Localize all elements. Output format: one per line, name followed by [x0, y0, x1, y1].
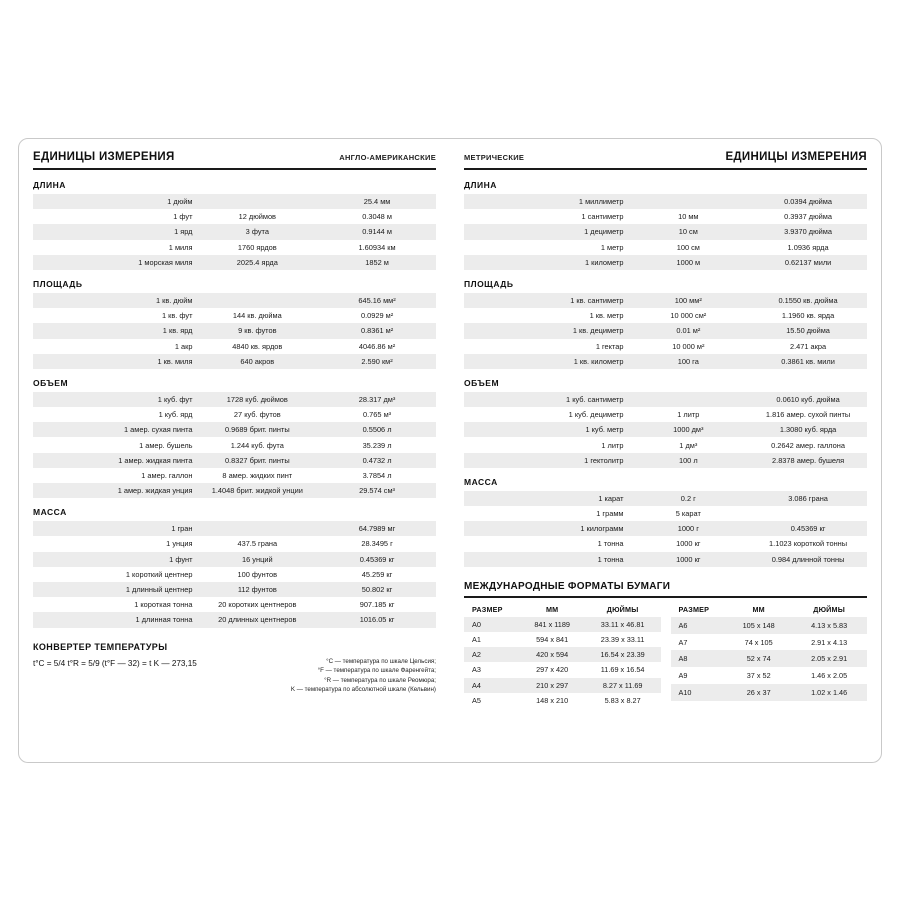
cell-metric: 64.7989 мг: [318, 521, 436, 536]
cell-imperial: 0.0610 куб. дюйма: [749, 392, 867, 407]
table-row: [33, 255, 436, 270]
table-row: [33, 240, 436, 255]
paper-table-a0-a5: [464, 602, 661, 708]
cell-equiv: [196, 194, 318, 209]
table-row: [464, 693, 661, 708]
cell-imperial: 0.0394 дюйма: [749, 194, 867, 209]
cell-metric: 1852 м: [318, 255, 436, 270]
table-row: [671, 634, 868, 651]
table-row: [671, 650, 868, 667]
cell-equiv: 1000 дм³: [627, 422, 749, 437]
section-title-length-right: ДЛИНА: [464, 180, 497, 190]
right-header-subtitle: МЕТРИЧЕСКИЕ: [464, 153, 525, 162]
cell-equiv: 20 коротких центнеров: [196, 597, 318, 612]
cell-inches: 2.91 x 4.13: [791, 634, 867, 651]
table-row: [464, 647, 661, 662]
temperature-converter-title: КОНВЕРТЕР ТЕМПЕРАТУРЫ: [33, 641, 168, 652]
cell-unit: 1 тонна: [464, 536, 627, 551]
table-row: [464, 422, 867, 437]
cell-equiv: 640 акров: [196, 354, 318, 369]
cell-unit: 1 морская миля: [33, 255, 196, 270]
section-title-mass-left: МАССА: [33, 507, 67, 518]
cell-unit: 1 кв. миля: [33, 354, 196, 369]
reference-card: [18, 138, 882, 763]
cell-unit: 1 кв. ярд: [33, 323, 196, 338]
cell-unit: 1 короткий центнер: [33, 567, 196, 582]
cell-equiv: 0.9689 брит. пинты: [196, 422, 318, 437]
cell-imperial: 1.3080 куб. ярда: [749, 422, 867, 437]
table-length-left: [33, 194, 436, 270]
table-row: [464, 255, 867, 270]
cell-imperial: [749, 506, 867, 521]
cell-unit: 1 куб. сантиметр: [464, 392, 627, 407]
cell-equiv: 5 карат: [627, 506, 749, 521]
table-row: [33, 468, 436, 483]
cell-unit: 1 акр: [33, 339, 196, 354]
cell-unit: 1 куб. метр: [464, 422, 627, 437]
cell-unit: 1 длинный центнер: [33, 582, 196, 597]
right-column-header: [464, 151, 867, 170]
table-row: [464, 308, 867, 323]
cell-equiv: 1.244 куб. фута: [196, 437, 318, 452]
cell-size: A8: [671, 650, 727, 667]
table-row: [33, 209, 436, 224]
cell-unit: 1 фут: [33, 209, 196, 224]
table-mass-right: [464, 491, 867, 567]
cell-unit: 1 кв. метр: [464, 308, 627, 323]
cell-unit: 1 куб. фут: [33, 392, 196, 407]
cell-equiv: 1760 ярдов: [196, 240, 318, 255]
cell-size: A2: [464, 647, 520, 662]
table-row: [464, 194, 867, 209]
column-anglo-american: [19, 139, 450, 762]
cell-unit: 1 гектар: [464, 339, 627, 354]
cell-metric: 25.4 мм: [318, 194, 436, 209]
paper-table-a6-a10: [671, 602, 868, 708]
table-row: [671, 684, 868, 701]
cell-imperial: 2.471 акра: [749, 339, 867, 354]
cell-equiv: 10 000 см²: [627, 308, 749, 323]
cell-metric: 0.8361 м²: [318, 323, 436, 338]
cell-metric: 1.60934 км: [318, 240, 436, 255]
section-title-volume-right: ОБЪЕМ: [464, 377, 500, 388]
table-row: [464, 536, 867, 551]
cell-metric: 3.7854 л: [318, 468, 436, 483]
table-row: [33, 483, 436, 498]
cell-inches: 11.69 x 16.54: [585, 662, 661, 677]
cell-unit: 1 унция: [33, 536, 196, 551]
cell-unit: 1 тонна: [464, 552, 627, 567]
temperature-converter: [33, 657, 436, 695]
section-title-volume-left: ОБЪЕМ: [33, 377, 69, 388]
cell-inches: 2.05 x 2.91: [791, 650, 867, 667]
cell-metric: 907.185 кг: [318, 597, 436, 612]
cell-imperial: 0.3861 кв. мили: [749, 354, 867, 369]
cell-mm: 148 x 210: [520, 693, 585, 708]
table-row: [464, 323, 867, 338]
cell-mm: 26 x 37: [726, 684, 791, 701]
table-row: [33, 437, 436, 452]
cell-inches: 23.39 x 33.11: [585, 632, 661, 647]
cell-unit: 1 кв. фут: [33, 308, 196, 323]
cell-unit: 1 кв. сантиметр: [464, 293, 627, 308]
cell-metric: 29.574 см³: [318, 483, 436, 498]
cell-size: A9: [671, 667, 727, 684]
table-row: [464, 678, 661, 693]
table-row: [33, 293, 436, 308]
table-row: [464, 407, 867, 422]
paper-formats-title: МЕЖДУНАРОДНЫЕ ФОРМАТЫ БУМАГИ: [464, 581, 867, 598]
cell-equiv: 1728 куб. дюймов: [196, 392, 318, 407]
cell-unit: 1 амер. галлон: [33, 468, 196, 483]
cell-equiv: 1000 м: [627, 255, 749, 270]
cell-size: A4: [464, 678, 520, 693]
cell-equiv: 0.2 г: [627, 491, 749, 506]
cell-equiv: 112 фунтов: [196, 582, 318, 597]
table-row: [33, 308, 436, 323]
cell-size: [671, 701, 727, 708]
cell-inches: 16.54 x 23.39: [585, 647, 661, 662]
cell-equiv: 1 литр: [627, 407, 749, 422]
note-celsius: °С — температура по шкале Цельсия;: [326, 657, 436, 665]
cell-imperial: 1.816 амер. сухой пинты: [749, 407, 867, 422]
cell-imperial: 0.2642 амер. галлона: [749, 437, 867, 452]
cell-equiv: 100 см: [627, 240, 749, 255]
section-title-area-right: ПЛОЩАДЬ: [464, 278, 514, 289]
cell-metric: 0.3048 м: [318, 209, 436, 224]
cell-equiv: 1 дм³: [627, 437, 749, 452]
header-mm: ММ: [726, 602, 791, 617]
cell-size: A6: [671, 617, 727, 634]
table-row: [464, 209, 867, 224]
table-row: [33, 392, 436, 407]
cell-equiv: 0.8327 брит. пинты: [196, 453, 318, 468]
table-row: [464, 491, 867, 506]
paper-formats-tables: [464, 602, 867, 708]
cell-equiv: 4840 кв. ярдов: [196, 339, 318, 354]
table-row: [464, 552, 867, 567]
cell-equiv: 10 см: [627, 224, 749, 239]
table-row: [33, 194, 436, 209]
cell-unit: 1 дюйм: [33, 194, 196, 209]
cell-mm: 841 x 1189: [520, 617, 585, 632]
cell-size: A1: [464, 632, 520, 647]
column-metric: [450, 139, 881, 762]
cell-metric: 2.590 км²: [318, 354, 436, 369]
cell-mm: 420 x 594: [520, 647, 585, 662]
cell-size: A5: [464, 693, 520, 708]
header-inches: ДЮЙМЫ: [791, 602, 867, 617]
cell-unit: 1 килограмм: [464, 521, 627, 536]
header-inches: ДЮЙМЫ: [585, 602, 661, 617]
cell-unit: 1 амер. жидкая пинта: [33, 453, 196, 468]
cell-equiv: 1.4048 брит. жидкой унции: [196, 483, 318, 498]
cell-equiv: 10 000 м²: [627, 339, 749, 354]
cell-size: A0: [464, 617, 520, 632]
cell-imperial: 1.1960 кв. ярда: [749, 308, 867, 323]
cell-inches: 1.46 x 2.05: [791, 667, 867, 684]
cell-size: A10: [671, 684, 727, 701]
cell-equiv: [627, 392, 749, 407]
note-kelvin: K — температура по абсолютной шкале (Кельвин): [290, 686, 436, 694]
cell-mm: 105 x 148: [726, 617, 791, 634]
cell-metric: 28.317 дм³: [318, 392, 436, 407]
cell-mm: 297 x 420: [520, 662, 585, 677]
table-row: [464, 339, 867, 354]
cell-size: A3: [464, 662, 520, 677]
table-row: [464, 617, 661, 632]
cell-unit: 1 карат: [464, 491, 627, 506]
table-area-right: [464, 293, 867, 369]
section-title-mass-right: МАССА: [464, 476, 498, 487]
cell-equiv: 100 га: [627, 354, 749, 369]
cell-unit: 1 сантиметр: [464, 209, 627, 224]
cell-imperial: 0.984 длинной тонны: [749, 552, 867, 567]
cell-metric: 28.3495 г: [318, 536, 436, 551]
cell-unit: 1 литр: [464, 437, 627, 452]
table-row: [464, 453, 867, 468]
left-header-title: ЕДИНИЦЫ ИЗМЕРЕНИЯ: [33, 151, 175, 163]
note-reaumur: °R — температура по шкале Реомюра;: [324, 676, 436, 684]
cell-metric: 4046.86 м²: [318, 339, 436, 354]
table-area-left: [33, 293, 436, 369]
cell-equiv: 1000 г: [627, 521, 749, 536]
table-row: [33, 453, 436, 468]
cell-imperial: 1.0936 ярда: [749, 240, 867, 255]
table-row: [464, 354, 867, 369]
cell-mm: [726, 701, 791, 708]
two-column-layout: [19, 139, 881, 762]
table-volume-left: [33, 392, 436, 498]
cell-inches: 4.13 x 5.83: [791, 617, 867, 634]
cell-equiv: 20 длинных центнеров: [196, 612, 318, 627]
table-row: [464, 224, 867, 239]
cell-equiv: 8 амер. жидких пинт: [196, 468, 318, 483]
note-fahrenheit: °F — температура по шкале Фаренгейта;: [317, 667, 436, 675]
table-row: [671, 667, 868, 684]
table-row: [33, 536, 436, 551]
cell-unit: 1 миля: [33, 240, 196, 255]
cell-mm: 210 x 297: [520, 678, 585, 693]
table-row: [33, 521, 436, 536]
cell-mm: 52 x 74: [726, 650, 791, 667]
table-row: [671, 701, 868, 708]
table-row: [33, 224, 436, 239]
cell-equiv: [627, 194, 749, 209]
cell-imperial: 3.9370 дюйма: [749, 224, 867, 239]
cell-unit: 1 ярд: [33, 224, 196, 239]
table-row: [464, 632, 661, 647]
table-row: [33, 582, 436, 597]
table-row: [33, 422, 436, 437]
cell-inches: 8.27 x 11.69: [585, 678, 661, 693]
table-row: [33, 323, 436, 338]
cell-equiv: 0.01 м²: [627, 323, 749, 338]
cell-equiv: 9 кв. футов: [196, 323, 318, 338]
table-row: [464, 521, 867, 536]
temperature-notes: [291, 657, 436, 695]
table-row: [33, 552, 436, 567]
cell-equiv: 10 мм: [627, 209, 749, 224]
cell-equiv: 437.5 грана: [196, 536, 318, 551]
cell-unit: 1 куб. ярд: [33, 407, 196, 422]
cell-metric: 45.259 кг: [318, 567, 436, 582]
table-row: [464, 662, 661, 677]
table-row: [464, 293, 867, 308]
cell-unit: 1 кв. километр: [464, 354, 627, 369]
left-header-subtitle: АНГЛО-АМЕРИКАНСКИЕ: [339, 153, 436, 162]
table-row: [33, 597, 436, 612]
cell-equiv: 2025.4 ярда: [196, 255, 318, 270]
cell-inches: 1.02 x 1.46: [791, 684, 867, 701]
cell-unit: 1 кв. дециметр: [464, 323, 627, 338]
cell-equiv: 27 куб. футов: [196, 407, 318, 422]
cell-metric: 0.5506 л: [318, 422, 436, 437]
cell-equiv: 144 кв. дюйма: [196, 308, 318, 323]
cell-imperial: 0.62137 мили: [749, 255, 867, 270]
table-row: [464, 392, 867, 407]
table-header-row: [671, 602, 868, 617]
cell-unit: 1 кв. дюйм: [33, 293, 196, 308]
cell-metric: 645.16 мм²: [318, 293, 436, 308]
cell-metric: 0.765 м³: [318, 407, 436, 422]
cell-equiv: 100 мм²: [627, 293, 749, 308]
header-size: РАЗМЕР: [671, 602, 727, 617]
cell-imperial: 2.8378 амер. бушеля: [749, 453, 867, 468]
table-row: [464, 437, 867, 452]
cell-metric: 50.802 кг: [318, 582, 436, 597]
table-length-right: [464, 194, 867, 270]
cell-equiv: 1000 кг: [627, 552, 749, 567]
cell-unit: 1 куб. дециметр: [464, 407, 627, 422]
table-row: [33, 567, 436, 582]
cell-inches: [791, 701, 867, 708]
cell-unit: 1 миллиметр: [464, 194, 627, 209]
cell-equiv: [196, 293, 318, 308]
table-volume-right: [464, 392, 867, 468]
table-header-row: [464, 602, 661, 617]
cell-equiv: [196, 521, 318, 536]
table-row: [33, 354, 436, 369]
cell-unit: 1 фунт: [33, 552, 196, 567]
cell-equiv: 100 л: [627, 453, 749, 468]
section-title-length-left: ДЛИНА: [33, 180, 66, 190]
cell-imperial: 15.50 дюйма: [749, 323, 867, 338]
cell-mm: 37 x 52: [726, 667, 791, 684]
table-mass-left: [33, 521, 436, 627]
header-size: РАЗМЕР: [464, 602, 520, 617]
cell-metric: 0.0929 м²: [318, 308, 436, 323]
cell-unit: 1 грамм: [464, 506, 627, 521]
cell-unit: 1 длинная тонна: [33, 612, 196, 627]
cell-imperial: 3.086 грана: [749, 491, 867, 506]
cell-unit: 1 километр: [464, 255, 627, 270]
temperature-formula: t°C = 5/4 t°R = 5/9 (t°F — 32) = t K — 273,15: [33, 658, 197, 668]
cell-equiv: 16 унций: [196, 552, 318, 567]
cell-metric: 0.9144 м: [318, 224, 436, 239]
cell-unit: 1 короткая тонна: [33, 597, 196, 612]
table-row: [33, 612, 436, 627]
cell-metric: 35.239 л: [318, 437, 436, 452]
cell-equiv: 3 фута: [196, 224, 318, 239]
cell-metric: 0.45369 кг: [318, 552, 436, 567]
right-header-title: ЕДИНИЦЫ ИЗМЕРЕНИЯ: [725, 151, 867, 163]
cell-unit: 1 амер. жидкая унция: [33, 483, 196, 498]
cell-unit: 1 гран: [33, 521, 196, 536]
cell-imperial: 1.1023 короткой тонны: [749, 536, 867, 551]
cell-metric: 1016.05 кг: [318, 612, 436, 627]
table-row: [671, 617, 868, 634]
cell-equiv: 12 дюймов: [196, 209, 318, 224]
table-row: [464, 240, 867, 255]
cell-size: A7: [671, 634, 727, 651]
table-row: [33, 339, 436, 354]
cell-inches: 33.11 x 46.81: [585, 617, 661, 632]
table-row: [464, 506, 867, 521]
cell-unit: 1 амер. бушель: [33, 437, 196, 452]
cell-inches: 5.83 x 8.27: [585, 693, 661, 708]
cell-equiv: 1000 кг: [627, 536, 749, 551]
cell-imperial: 0.3937 дюйма: [749, 209, 867, 224]
cell-equiv: 100 фунтов: [196, 567, 318, 582]
cell-mm: 74 x 105: [726, 634, 791, 651]
cell-imperial: 0.45369 кг: [749, 521, 867, 536]
cell-imperial: 0.1550 кв. дюйма: [749, 293, 867, 308]
cell-mm: 594 x 841: [520, 632, 585, 647]
section-title-area-left: ПЛОЩАДЬ: [33, 278, 83, 289]
cell-unit: 1 дециметр: [464, 224, 627, 239]
cell-unit: 1 амер. сухая пинта: [33, 422, 196, 437]
table-row: [33, 407, 436, 422]
left-column-header: [33, 151, 436, 170]
cell-metric: 0.4732 л: [318, 453, 436, 468]
cell-unit: 1 метр: [464, 240, 627, 255]
cell-unit: 1 гектолитр: [464, 453, 627, 468]
header-mm: ММ: [520, 602, 585, 617]
